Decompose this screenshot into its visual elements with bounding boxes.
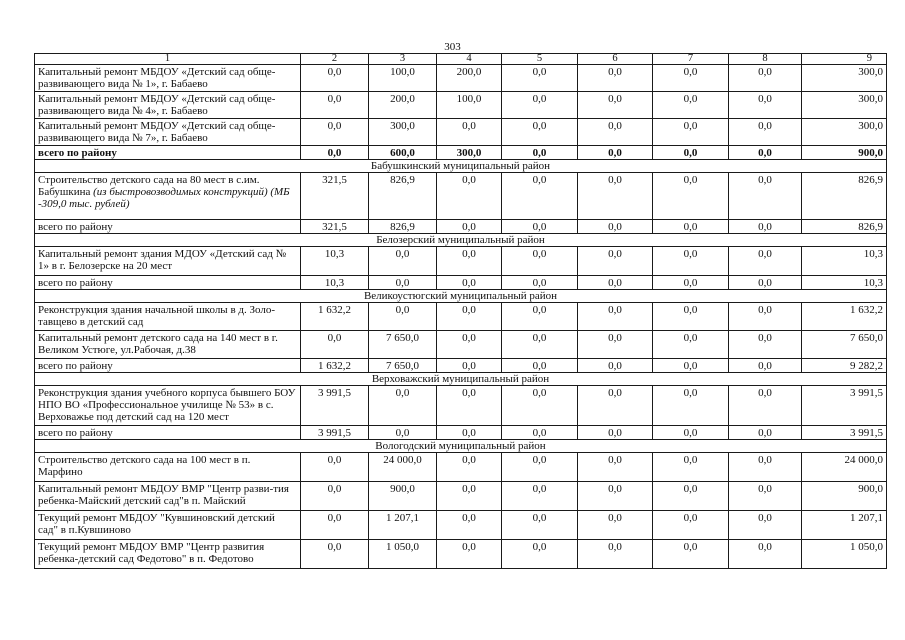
table-row	[35, 386, 887, 426]
total-label: всего по району	[35, 220, 301, 234]
row-name: Реконструкция здания учебного корпуса бывшего БОУ НПО ВО «Профессиональное училище № 53» в с. Верховажье под детский сад на 120 мест	[38, 387, 296, 423]
value-cell: 0,0	[502, 247, 578, 276]
value-cell: 0,0	[653, 247, 729, 276]
district-header-row	[35, 290, 887, 303]
column-number: 5	[502, 54, 578, 65]
row-name: Строительство детского сада на 100 мест в п. Марфино	[38, 454, 251, 478]
total-row	[35, 426, 887, 440]
total-value-cell: 826,9	[802, 220, 887, 234]
value-cell: 200,0	[437, 65, 502, 92]
row-name-cell	[35, 92, 301, 119]
district-header-row	[35, 440, 887, 453]
total-value-cell: 0,0	[729, 276, 802, 290]
total-value-cell: 300,0	[437, 146, 502, 160]
value-cell: 0,0	[653, 482, 729, 511]
total-value-cell: 10,3	[301, 276, 369, 290]
value-cell: 1 207,1	[802, 511, 887, 540]
row-note: (из быстровозводимых конструкций) (МБ -309,0 тыс. рублей)	[38, 186, 290, 210]
value-cell: 1 050,0	[369, 540, 437, 569]
value-cell: 3 991,5	[301, 386, 369, 426]
value-cell: 1 632,2	[802, 303, 887, 331]
value-cell: 0,0	[578, 173, 653, 220]
value-cell: 0,0	[369, 386, 437, 426]
value-cell: 0,0	[578, 65, 653, 92]
column-number: 9	[802, 54, 887, 65]
row-name-cell	[35, 453, 301, 482]
row-name-cell	[35, 247, 301, 276]
row-name: Капитальный ремонт МБДОУ «Детский сад обще-развивающего вида № 4», г. Бабаево	[38, 93, 276, 117]
total-label: всего по району	[35, 359, 301, 373]
value-cell: 900,0	[369, 482, 437, 511]
district-header-row	[35, 160, 887, 173]
total-row	[35, 146, 887, 160]
row-name-cell	[35, 303, 301, 331]
value-cell: 0,0	[437, 331, 502, 359]
total-value-cell: 321,5	[301, 220, 369, 234]
value-cell: 200,0	[369, 92, 437, 119]
total-value-cell: 0,0	[301, 146, 369, 160]
row-name-cell	[35, 119, 301, 146]
total-value-cell: 0,0	[369, 276, 437, 290]
total-value-cell: 0,0	[578, 146, 653, 160]
total-value-cell: 0,0	[729, 146, 802, 160]
row-name-cell	[35, 386, 301, 426]
value-cell: 1 632,2	[301, 303, 369, 331]
value-cell: 0,0	[729, 540, 802, 569]
value-cell: 300,0	[802, 65, 887, 92]
value-cell: 0,0	[502, 303, 578, 331]
row-name-cell	[35, 65, 301, 92]
value-cell: 300,0	[369, 119, 437, 146]
table-row	[35, 247, 887, 276]
district-title: Вологодский муниципальный район	[35, 440, 887, 453]
total-row	[35, 276, 887, 290]
value-cell: 0,0	[578, 511, 653, 540]
total-value-cell: 900,0	[802, 146, 887, 160]
column-number: 4	[437, 54, 502, 65]
row-name-cell	[35, 482, 301, 511]
row-name-cell	[35, 173, 301, 220]
value-cell: 0,0	[301, 540, 369, 569]
row-name: Капитальный ремонт детского сада на 140 мест в г. Великом Устюге, ул.Рабочая, д.38	[38, 332, 278, 356]
total-value-cell: 0,0	[502, 146, 578, 160]
total-value-cell: 0,0	[502, 220, 578, 234]
value-cell: 0,0	[729, 303, 802, 331]
total-value-cell: 0,0	[653, 146, 729, 160]
value-cell: 0,0	[369, 303, 437, 331]
row-name: Капитальный ремонт МБДОУ ВМР "Центр разви-тия ребенка-Майский детский сад"в п. Майский	[38, 483, 289, 507]
column-number: 1	[35, 54, 301, 65]
total-value-cell: 1 632,2	[301, 359, 369, 373]
district-title: Белозерский муниципальный район	[35, 234, 887, 247]
value-cell: 0,0	[578, 453, 653, 482]
value-cell: 0,0	[653, 92, 729, 119]
total-value-cell: 0,0	[653, 220, 729, 234]
total-value-cell: 0,0	[729, 359, 802, 373]
total-value-cell: 0,0	[653, 359, 729, 373]
value-cell: 0,0	[437, 247, 502, 276]
total-row	[35, 220, 887, 234]
value-cell: 0,0	[578, 386, 653, 426]
row-name: Капитальный ремонт МБДОУ «Детский сад обще-развивающего вида № 1», г. Бабаево	[38, 66, 276, 90]
value-cell: 0,0	[578, 540, 653, 569]
value-cell: 826,9	[369, 173, 437, 220]
value-cell: 0,0	[653, 303, 729, 331]
value-cell: 0,0	[301, 511, 369, 540]
total-value-cell: 0,0	[653, 276, 729, 290]
total-value-cell: 0,0	[502, 426, 578, 440]
value-cell: 0,0	[502, 482, 578, 511]
total-value-cell: 0,0	[502, 276, 578, 290]
value-cell: 100,0	[369, 65, 437, 92]
value-cell: 24 000,0	[802, 453, 887, 482]
value-cell: 0,0	[578, 482, 653, 511]
value-cell: 0,0	[729, 331, 802, 359]
total-value-cell: 0,0	[578, 426, 653, 440]
district-title: Бабушкинский муниципальный район	[35, 160, 887, 173]
column-number: 7	[653, 54, 729, 65]
value-cell: 0,0	[301, 119, 369, 146]
total-value-cell: 0,0	[578, 220, 653, 234]
value-cell: 0,0	[502, 511, 578, 540]
value-cell: 0,0	[437, 119, 502, 146]
table-row	[35, 65, 887, 92]
row-name-cell	[35, 331, 301, 359]
total-value-cell: 0,0	[437, 276, 502, 290]
value-cell: 0,0	[301, 453, 369, 482]
total-value-cell: 7 650,0	[369, 359, 437, 373]
value-cell: 0,0	[301, 331, 369, 359]
value-cell: 0,0	[653, 540, 729, 569]
total-value-cell: 0,0	[437, 426, 502, 440]
value-cell: 0,0	[729, 453, 802, 482]
total-value-cell: 0,0	[369, 426, 437, 440]
value-cell: 0,0	[729, 119, 802, 146]
value-cell: 0,0	[578, 119, 653, 146]
value-cell: 3 991,5	[802, 386, 887, 426]
total-value-cell: 0,0	[729, 220, 802, 234]
district-title: Верховажский муниципальный район	[35, 373, 887, 386]
value-cell: 1 207,1	[369, 511, 437, 540]
row-name: Строительство детского сада на 80 мест в с.им. Бабушкина	[38, 174, 260, 198]
total-value-cell: 0,0	[437, 220, 502, 234]
value-cell: 0,0	[437, 173, 502, 220]
total-value-cell: 10,3	[802, 276, 887, 290]
column-number: 2	[301, 54, 369, 65]
value-cell: 0,0	[502, 331, 578, 359]
value-cell: 300,0	[802, 119, 887, 146]
value-cell: 24 000,0	[369, 453, 437, 482]
value-cell: 0,0	[502, 453, 578, 482]
column-number-row	[35, 54, 887, 65]
table-row	[35, 173, 887, 220]
total-label: всего по району	[35, 276, 301, 290]
column-number: 8	[729, 54, 802, 65]
value-cell: 321,5	[301, 173, 369, 220]
value-cell: 10,3	[802, 247, 887, 276]
total-value-cell: 0,0	[578, 276, 653, 290]
page-number: 303	[444, 41, 461, 53]
value-cell: 0,0	[437, 511, 502, 540]
district-header-row	[35, 373, 887, 386]
value-cell: 0,0	[301, 482, 369, 511]
table-row	[35, 511, 887, 540]
total-label: всего по району	[35, 426, 301, 440]
value-cell: 0,0	[502, 92, 578, 119]
table-row	[35, 482, 887, 511]
total-value-cell: 0,0	[578, 359, 653, 373]
value-cell: 0,0	[437, 303, 502, 331]
value-cell: 0,0	[369, 247, 437, 276]
row-name: Текущий ремонт МБДОУ "Кувшиновский детский сад" в п.Кувшиново	[38, 512, 275, 536]
row-name-cell	[35, 540, 301, 569]
value-cell: 0,0	[653, 386, 729, 426]
value-cell: 0,0	[502, 65, 578, 92]
value-cell: 0,0	[729, 511, 802, 540]
value-cell: 900,0	[802, 482, 887, 511]
column-number: 6	[578, 54, 653, 65]
total-value-cell: 3 991,5	[301, 426, 369, 440]
value-cell: 0,0	[437, 453, 502, 482]
value-cell: 0,0	[437, 540, 502, 569]
value-cell: 0,0	[729, 65, 802, 92]
value-cell: 826,9	[802, 173, 887, 220]
value-cell: 0,0	[729, 92, 802, 119]
row-name: Капитальный ремонт МБДОУ «Детский сад обще-развивающего вида № 7», г. Бабаево	[38, 120, 276, 144]
table-row	[35, 119, 887, 146]
value-cell: 0,0	[653, 65, 729, 92]
table-row	[35, 303, 887, 331]
table-row	[35, 540, 887, 569]
total-value-cell: 600,0	[369, 146, 437, 160]
budget-table	[34, 53, 887, 569]
value-cell: 0,0	[653, 453, 729, 482]
value-cell: 0,0	[502, 540, 578, 569]
value-cell: 300,0	[802, 92, 887, 119]
value-cell: 0,0	[502, 173, 578, 220]
value-cell: 1 050,0	[802, 540, 887, 569]
table-row	[35, 92, 887, 119]
district-title: Великоустюгский муниципальный район	[35, 290, 887, 303]
value-cell: 0,0	[301, 92, 369, 119]
value-cell: 0,0	[653, 119, 729, 146]
value-cell: 0,0	[729, 386, 802, 426]
value-cell: 0,0	[729, 247, 802, 276]
table-row	[35, 453, 887, 482]
value-cell: 7 650,0	[369, 331, 437, 359]
total-value-cell: 9 282,2	[802, 359, 887, 373]
value-cell: 100,0	[437, 92, 502, 119]
column-number: 3	[369, 54, 437, 65]
value-cell: 0,0	[502, 386, 578, 426]
total-label: всего по району	[35, 146, 301, 160]
value-cell: 0,0	[578, 247, 653, 276]
value-cell: 0,0	[301, 65, 369, 92]
table-row	[35, 331, 887, 359]
row-name: Реконструкция здания начальной школы в д. Золо-тавщево в детский сад	[38, 304, 276, 328]
value-cell: 0,0	[437, 482, 502, 511]
value-cell: 0,0	[578, 303, 653, 331]
value-cell: 7 650,0	[802, 331, 887, 359]
row-name: Текущий ремонт МБДОУ ВМР "Центр развития ребенка-детский сад Федотово" в п. Федотово	[38, 541, 265, 565]
row-name-cell	[35, 511, 301, 540]
value-cell: 0,0	[578, 331, 653, 359]
total-value-cell: 0,0	[729, 426, 802, 440]
value-cell: 10,3	[301, 247, 369, 276]
value-cell: 0,0	[578, 92, 653, 119]
value-cell: 0,0	[653, 331, 729, 359]
total-row	[35, 359, 887, 373]
district-header-row	[35, 234, 887, 247]
value-cell: 0,0	[502, 119, 578, 146]
total-value-cell: 3 991,5	[802, 426, 887, 440]
total-value-cell: 0,0	[502, 359, 578, 373]
row-name: Капитальный ремонт здания МДОУ «Детский сад № 1» в г. Белозерске на 20 мест	[38, 248, 287, 272]
table-body	[35, 54, 887, 569]
total-value-cell: 0,0	[437, 359, 502, 373]
total-value-cell: 0,0	[653, 426, 729, 440]
value-cell: 0,0	[653, 511, 729, 540]
value-cell: 0,0	[653, 173, 729, 220]
value-cell: 0,0	[729, 482, 802, 511]
value-cell: 0,0	[729, 173, 802, 220]
total-value-cell: 826,9	[369, 220, 437, 234]
value-cell: 0,0	[437, 386, 502, 426]
